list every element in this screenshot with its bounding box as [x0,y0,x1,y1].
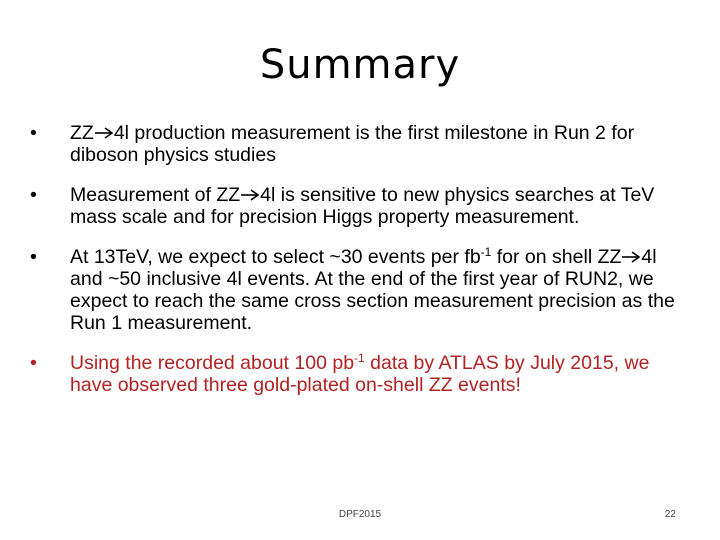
bullet-text: Measurement of ZZ [70,184,241,206]
bullet-item [30,122,690,166]
bullet-marker: • [30,122,37,144]
bullet-text: data by ATLAS by July 2015, we have observed three gold-plated on-shell ZZ events! [70,352,650,396]
bullet-list [30,122,690,414]
bullet-marker: • [30,184,37,206]
right-arrow-icon [240,188,260,202]
bullet-item [30,184,690,228]
bullet-marker: • [30,352,37,374]
bullet-marker: • [30,246,37,268]
bullet-text: 4l is sensitive to new physics searches at TeV mass scale and for precision Higgs property measurement. [70,184,655,228]
bullet-text: ZZ [70,122,94,144]
bullet-text: At 13TeV, we expect to select ~30 events per fb [70,246,481,268]
right-arrow-icon [621,250,641,264]
bullet-text: 4l production measurement is the first milestone in Run 2 for diboson physics studies [70,122,635,166]
superscript: -1 [354,351,365,365]
bullet-text: for on shell ZZ [491,246,622,268]
bullet-item-highlight [30,352,690,396]
footer-conference: DPF2015 [338,509,382,520]
superscript: -1 [480,245,492,259]
footer-page-number: 22 [664,509,676,520]
bullet-text: 4l and ~50 inclusive 4l events. At the end of the first year of RUN2, we expect to reach the same cross section measurement precision as the Run 1 measurement. [70,246,675,334]
bullet-item [30,246,690,334]
slide-title: Summary [259,42,461,88]
right-arrow-icon [94,126,114,140]
bullet-text: Using the recorded about 100 pb [70,352,355,374]
